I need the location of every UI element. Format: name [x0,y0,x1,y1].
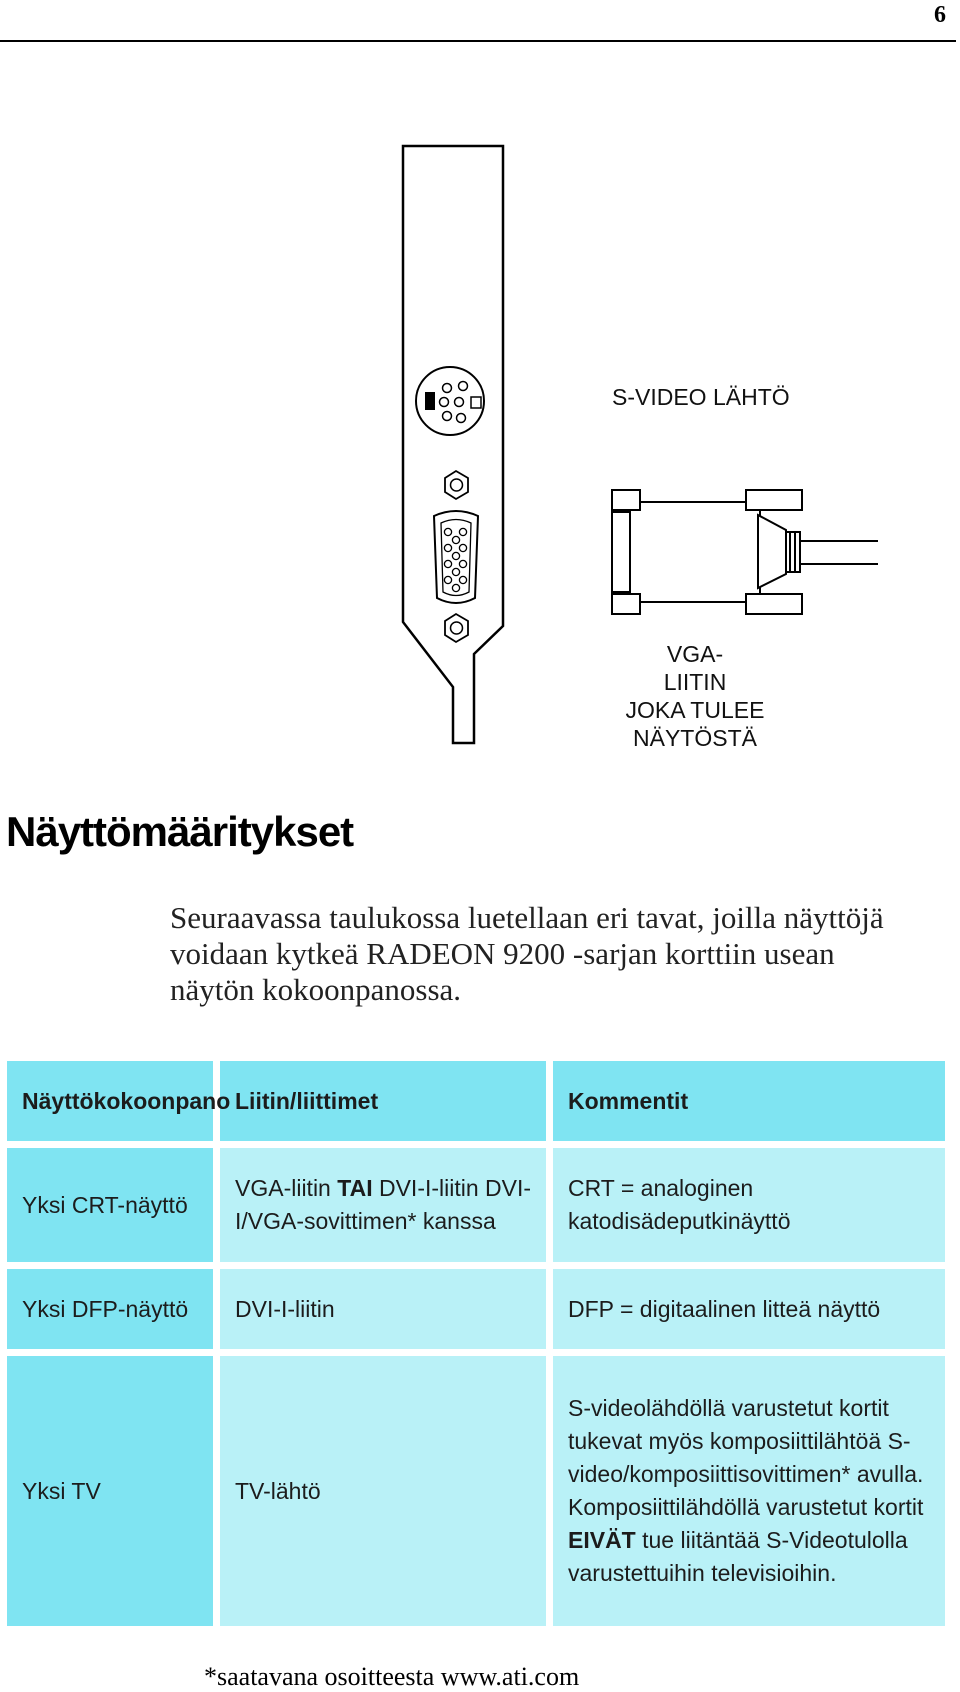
header-rule [0,40,956,42]
vga-cable-connector-icon [612,490,802,614]
header-comments: Kommentit [553,1061,945,1141]
card-bracket [403,146,503,743]
screw-bottom-icon [445,614,468,642]
comment-emphasis: EIVÄT [568,1527,636,1553]
screw-top-icon [445,471,468,499]
vga-port-icon [434,511,478,603]
connector-cell [220,1269,546,1349]
connector-figure [0,140,960,760]
connector-text: DVI-I-liitin [235,1295,335,1322]
config-cell: Yksi TV [7,1356,213,1626]
intro-paragraph: Seuraavassa taulukossa luetellaan eri tavat, joilla näyttöjä voidaan kytkeä RADEON 9200 -sarjan korttiin usean näytön kokoonpanossa. [170,900,884,1007]
connector-cell [220,1356,546,1626]
vga-cable-icon [800,541,878,564]
config-cell: Yksi CRT-näyttö [7,1148,213,1262]
table-header-row [7,1061,945,1141]
table-row [7,1356,945,1626]
comment-cell [553,1269,945,1349]
comment-text: DFP = digitaalinen litteä näyttö [568,1295,881,1322]
section-title: Näyttömääritykset [6,808,354,855]
display-configuration-table [0,1054,952,1633]
connector-emphasis: TAI [337,1175,373,1201]
table-row [7,1148,945,1262]
comment-text-continued: tue liitäntää S-Videotulolla varustettuihin televisioihin. [568,1527,908,1586]
config-cell: Yksi DFP-näyttö [7,1269,213,1349]
connector-text: TV-lähtö [235,1477,321,1504]
comment-text: CRT = analoginen katodisädeputkinäyttö [568,1175,791,1234]
graphics-card-bracket-diagram [0,140,960,760]
page-number: 6 [934,2,946,28]
comment-cell [553,1356,945,1626]
s-video-port-icon [416,367,484,435]
comment-cell [553,1148,945,1262]
s-video-output-label: S-VIDEO LÄHTÖ [612,384,790,410]
footnote: *saatavana osoitteesta www.ati.com [204,1662,580,1691]
connector-text: VGA-liitin [235,1175,338,1201]
table-row [7,1269,945,1349]
comment-text: S-videolähdöllä varustetut kortit tukevat myös komposiittilähtöä S-video/komposiittisovittimen* avulla. Komposiittilähdöllä varustetut kortit [568,1395,924,1520]
connector-cell [220,1148,546,1262]
header-connectors: Liitin/liittimet [220,1061,546,1141]
vga-connector-label: VGA- LIITIN JOKA TULEE NÄYTÖSTÄ [625,641,765,751]
connector-text-continued: DVI-I-liitin DVI-I/VGA-sovittimen* kanssa [235,1175,532,1234]
header-display-configuration: Näyttökokoonpano [7,1061,213,1141]
